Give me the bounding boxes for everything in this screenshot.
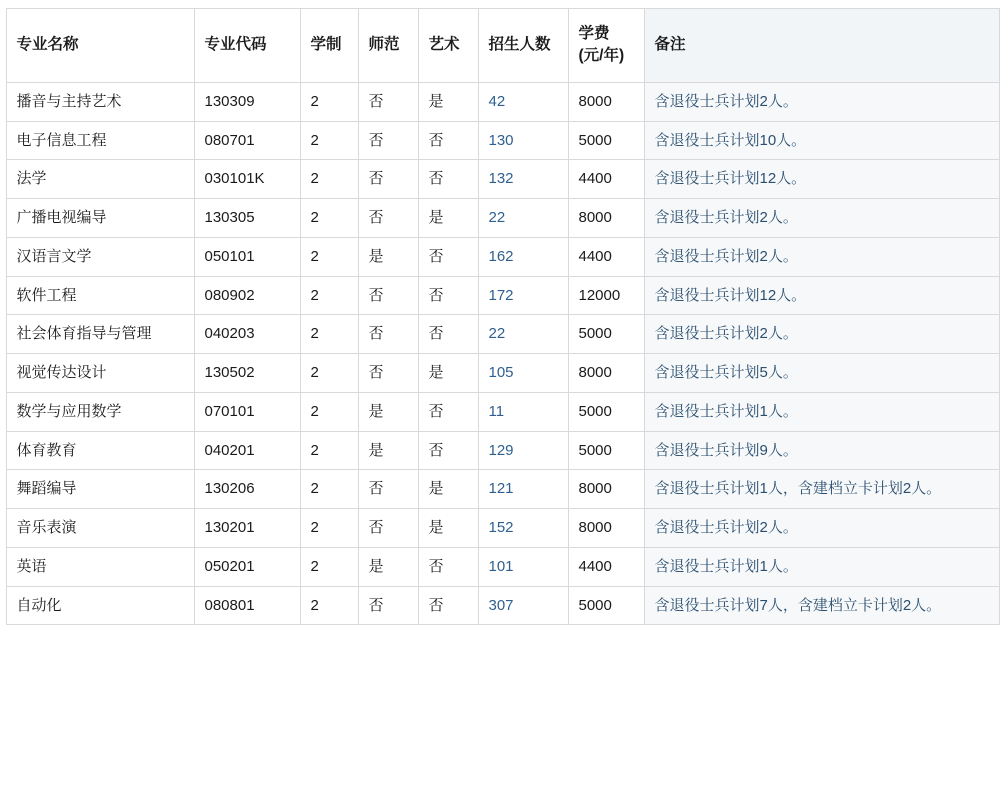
cell-major-code: 130201 <box>194 509 300 548</box>
cell-major-name: 播音与主持艺术 <box>6 82 194 121</box>
cell-major-name: 舞蹈编导 <box>6 470 194 509</box>
cell-remark: 含退役士兵计划5人。 <box>644 354 999 393</box>
cell-normal: 是 <box>358 392 418 431</box>
cell-school-system: 2 <box>300 392 358 431</box>
cell-remark: 含退役士兵计划10人。 <box>644 121 999 160</box>
cell-normal: 否 <box>358 315 418 354</box>
cell-remark: 含退役士兵计划2人。 <box>644 237 999 276</box>
cell-normal: 是 <box>358 431 418 470</box>
cell-school-system: 2 <box>300 586 358 625</box>
cell-major-code: 080701 <box>194 121 300 160</box>
table-row <box>6 470 999 509</box>
column-header-major-name: 专业名称 <box>6 9 194 83</box>
cell-art: 否 <box>418 276 478 315</box>
cell-major-code: 050101 <box>194 237 300 276</box>
cell-school-system: 2 <box>300 431 358 470</box>
cell-major-code: 070101 <box>194 392 300 431</box>
cell-remark: 含退役士兵计划7人，含建档立卡计划2人。 <box>644 586 999 625</box>
column-header-enrollment-count: 招生人数 <box>478 9 568 83</box>
table-row <box>6 121 999 160</box>
table-row <box>6 586 999 625</box>
cell-remark: 含退役士兵计划1人，含建档立卡计划2人。 <box>644 470 999 509</box>
table-row <box>6 392 999 431</box>
cell-major-code: 080902 <box>194 276 300 315</box>
cell-school-system: 2 <box>300 237 358 276</box>
cell-school-system: 2 <box>300 82 358 121</box>
cell-school-system: 2 <box>300 160 358 199</box>
column-header-tuition: 学费 (元/年) <box>568 9 644 83</box>
cell-major-name: 视觉传达设计 <box>6 354 194 393</box>
table-header <box>6 9 999 83</box>
column-header-major-code: 专业代码 <box>194 9 300 83</box>
table-row <box>6 431 999 470</box>
cell-tuition: 8000 <box>568 199 644 238</box>
cell-enrollment-count: 121 <box>478 470 568 509</box>
cell-art: 否 <box>418 121 478 160</box>
cell-major-code: 130309 <box>194 82 300 121</box>
table-body <box>6 82 999 625</box>
column-header-remark: 备注 <box>644 9 999 83</box>
cell-tuition: 8000 <box>568 354 644 393</box>
cell-remark: 含退役士兵计划2人。 <box>644 315 999 354</box>
cell-normal: 否 <box>358 160 418 199</box>
cell-major-code: 080801 <box>194 586 300 625</box>
cell-art: 是 <box>418 470 478 509</box>
cell-enrollment-count: 22 <box>478 315 568 354</box>
cell-remark: 含退役士兵计划12人。 <box>644 160 999 199</box>
table-row <box>6 82 999 121</box>
cell-normal: 是 <box>358 237 418 276</box>
cell-tuition: 8000 <box>568 509 644 548</box>
column-header-normal: 师范 <box>358 9 418 83</box>
cell-tuition: 5000 <box>568 121 644 160</box>
cell-enrollment-count: 129 <box>478 431 568 470</box>
cell-enrollment-count: 105 <box>478 354 568 393</box>
cell-art: 是 <box>418 199 478 238</box>
cell-art: 是 <box>418 354 478 393</box>
cell-major-code: 130502 <box>194 354 300 393</box>
cell-normal: 否 <box>358 586 418 625</box>
column-header-school-system: 学制 <box>300 9 358 83</box>
cell-tuition: 5000 <box>568 315 644 354</box>
cell-normal: 是 <box>358 547 418 586</box>
cell-remark: 含退役士兵计划2人。 <box>644 82 999 121</box>
cell-normal: 否 <box>358 470 418 509</box>
cell-major-code: 130206 <box>194 470 300 509</box>
cell-art: 否 <box>418 237 478 276</box>
cell-major-name: 数学与应用数学 <box>6 392 194 431</box>
cell-enrollment-count: 130 <box>478 121 568 160</box>
cell-major-name: 英语 <box>6 547 194 586</box>
cell-school-system: 2 <box>300 509 358 548</box>
table-row <box>6 354 999 393</box>
cell-art: 是 <box>418 82 478 121</box>
cell-major-name: 汉语言文学 <box>6 237 194 276</box>
table-row <box>6 160 999 199</box>
cell-tuition: 5000 <box>568 392 644 431</box>
cell-normal: 否 <box>358 199 418 238</box>
cell-normal: 否 <box>358 509 418 548</box>
cell-tuition: 5000 <box>568 586 644 625</box>
table-header-row <box>6 9 999 83</box>
cell-normal: 否 <box>358 82 418 121</box>
cell-enrollment-count: 42 <box>478 82 568 121</box>
cell-art: 否 <box>418 586 478 625</box>
table-row <box>6 547 999 586</box>
cell-major-code: 040201 <box>194 431 300 470</box>
cell-enrollment-count: 152 <box>478 509 568 548</box>
cell-enrollment-count: 22 <box>478 199 568 238</box>
cell-art: 否 <box>418 431 478 470</box>
cell-tuition: 12000 <box>568 276 644 315</box>
cell-major-name: 音乐表演 <box>6 509 194 548</box>
cell-school-system: 2 <box>300 470 358 509</box>
cell-school-system: 2 <box>300 315 358 354</box>
cell-major-code: 030101K <box>194 160 300 199</box>
table-row <box>6 276 999 315</box>
cell-tuition: 8000 <box>568 470 644 509</box>
cell-remark: 含退役士兵计划9人。 <box>644 431 999 470</box>
cell-art: 否 <box>418 392 478 431</box>
cell-art: 否 <box>418 160 478 199</box>
cell-tuition: 5000 <box>568 431 644 470</box>
cell-remark: 含退役士兵计划1人。 <box>644 547 999 586</box>
column-header-art: 艺术 <box>418 9 478 83</box>
table-row <box>6 509 999 548</box>
cell-school-system: 2 <box>300 354 358 393</box>
cell-normal: 否 <box>358 121 418 160</box>
cell-enrollment-count: 101 <box>478 547 568 586</box>
cell-school-system: 2 <box>300 121 358 160</box>
table-row <box>6 199 999 238</box>
cell-major-name: 法学 <box>6 160 194 199</box>
table-row <box>6 237 999 276</box>
cell-major-code: 040203 <box>194 315 300 354</box>
cell-remark: 含退役士兵计划2人。 <box>644 199 999 238</box>
cell-tuition: 8000 <box>568 82 644 121</box>
cell-tuition: 4400 <box>568 160 644 199</box>
cell-enrollment-count: 162 <box>478 237 568 276</box>
cell-remark: 含退役士兵计划1人。 <box>644 392 999 431</box>
cell-major-name: 社会体育指导与管理 <box>6 315 194 354</box>
cell-remark: 含退役士兵计划2人。 <box>644 509 999 548</box>
cell-tuition: 4400 <box>568 547 644 586</box>
cell-major-name: 电子信息工程 <box>6 121 194 160</box>
cell-remark: 含退役士兵计划12人。 <box>644 276 999 315</box>
cell-major-code: 130305 <box>194 199 300 238</box>
cell-tuition: 4400 <box>568 237 644 276</box>
cell-enrollment-count: 307 <box>478 586 568 625</box>
cell-art: 否 <box>418 547 478 586</box>
major-enrollment-table <box>6 8 1000 625</box>
table-row <box>6 315 999 354</box>
cell-enrollment-count: 172 <box>478 276 568 315</box>
cell-school-system: 2 <box>300 199 358 238</box>
cell-enrollment-count: 11 <box>478 392 568 431</box>
cell-major-name: 自动化 <box>6 586 194 625</box>
cell-art: 是 <box>418 509 478 548</box>
cell-major-name: 广播电视编导 <box>6 199 194 238</box>
cell-major-name: 软件工程 <box>6 276 194 315</box>
cell-normal: 否 <box>358 354 418 393</box>
cell-normal: 否 <box>358 276 418 315</box>
cell-major-name: 体育教育 <box>6 431 194 470</box>
cell-school-system: 2 <box>300 547 358 586</box>
cell-enrollment-count: 132 <box>478 160 568 199</box>
cell-art: 否 <box>418 315 478 354</box>
cell-school-system: 2 <box>300 276 358 315</box>
cell-major-code: 050201 <box>194 547 300 586</box>
